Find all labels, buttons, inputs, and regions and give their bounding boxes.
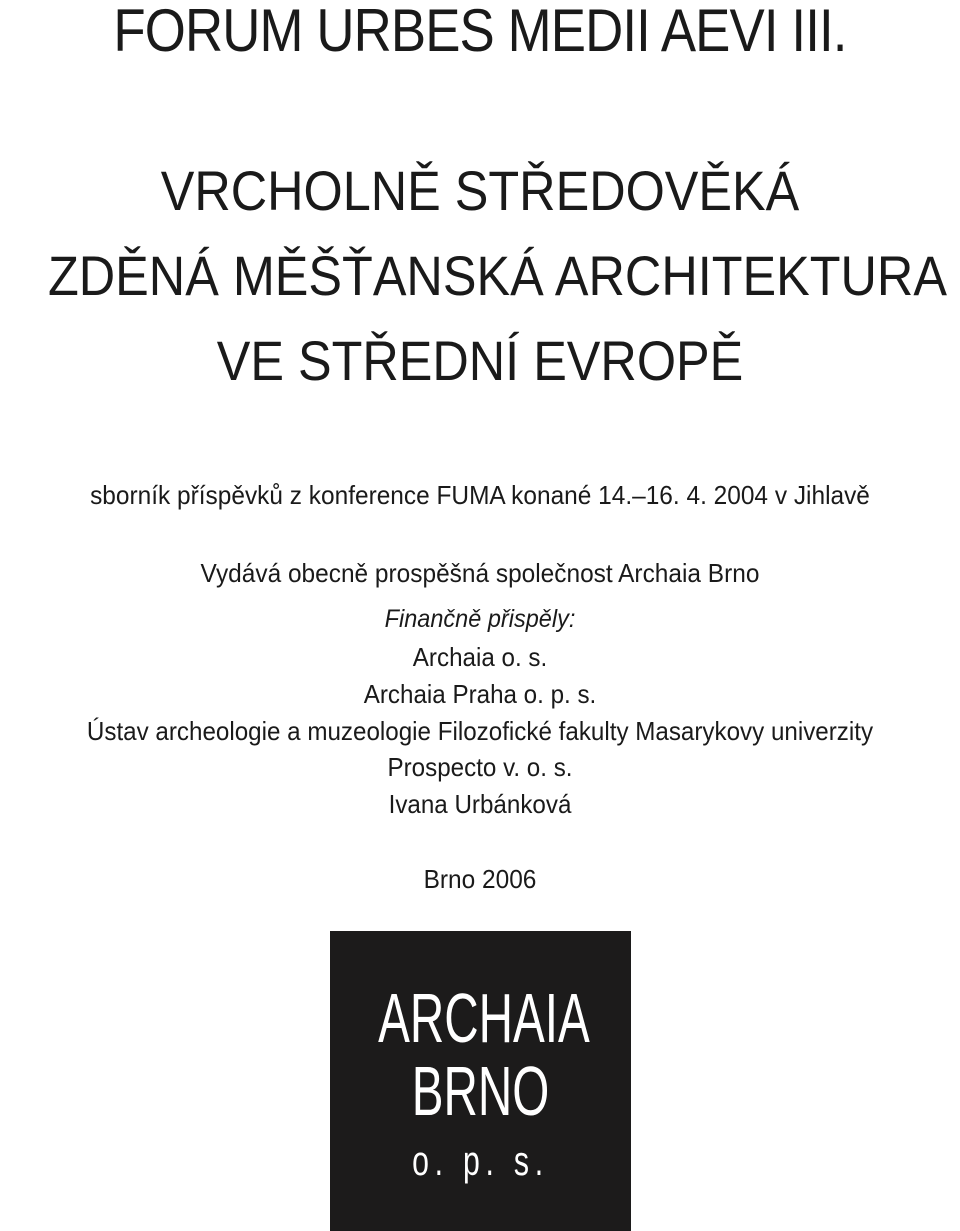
- place-and-year: Brno 2006: [423, 864, 537, 894]
- logo-text-brno: BRNO: [411, 1052, 550, 1130]
- logo-text-archaia: ARCHAIA: [378, 979, 590, 1057]
- archaia-brno-logo: [330, 931, 631, 1231]
- book-title: [48, 148, 947, 403]
- book-title-line-1: VRCHOLNĚ STŘEDOVĚKÁ: [160, 159, 800, 222]
- sponsor-item: Archaia Praha o. p. s.: [363, 678, 597, 709]
- series-title: FORUM URBES MEDII AEVI III.: [113, 0, 847, 64]
- book-title-line-2: ZDĚNÁ MĚŠŤANSKÁ ARCHITEKTURA: [48, 244, 947, 307]
- sponsor-item: Ivana Urbánková: [388, 789, 572, 820]
- funding-label: Finančně přispěly:: [384, 605, 576, 633]
- sponsor-item: Archaia o. s.: [412, 642, 548, 672]
- sponsor-item: Ústav archeologie a muzeologie Filozofické fakulty Masarykovy univerzity: [86, 715, 874, 746]
- sponsor-item: Prospecto v. o. s.: [387, 752, 573, 783]
- subtitle: sborník příspěvků z konference FUMA konané 14.–16. 4. 2004 v Jihlavě: [90, 480, 870, 510]
- logo-text-ops: o. p. s.: [412, 1137, 549, 1184]
- publisher-statement: Vydává obecně prospěšná společnost Archaia Brno: [200, 558, 760, 588]
- sponsor-list: [34, 639, 927, 823]
- book-title-line-3: VE STŘEDNÍ EVROPĚ: [216, 329, 744, 392]
